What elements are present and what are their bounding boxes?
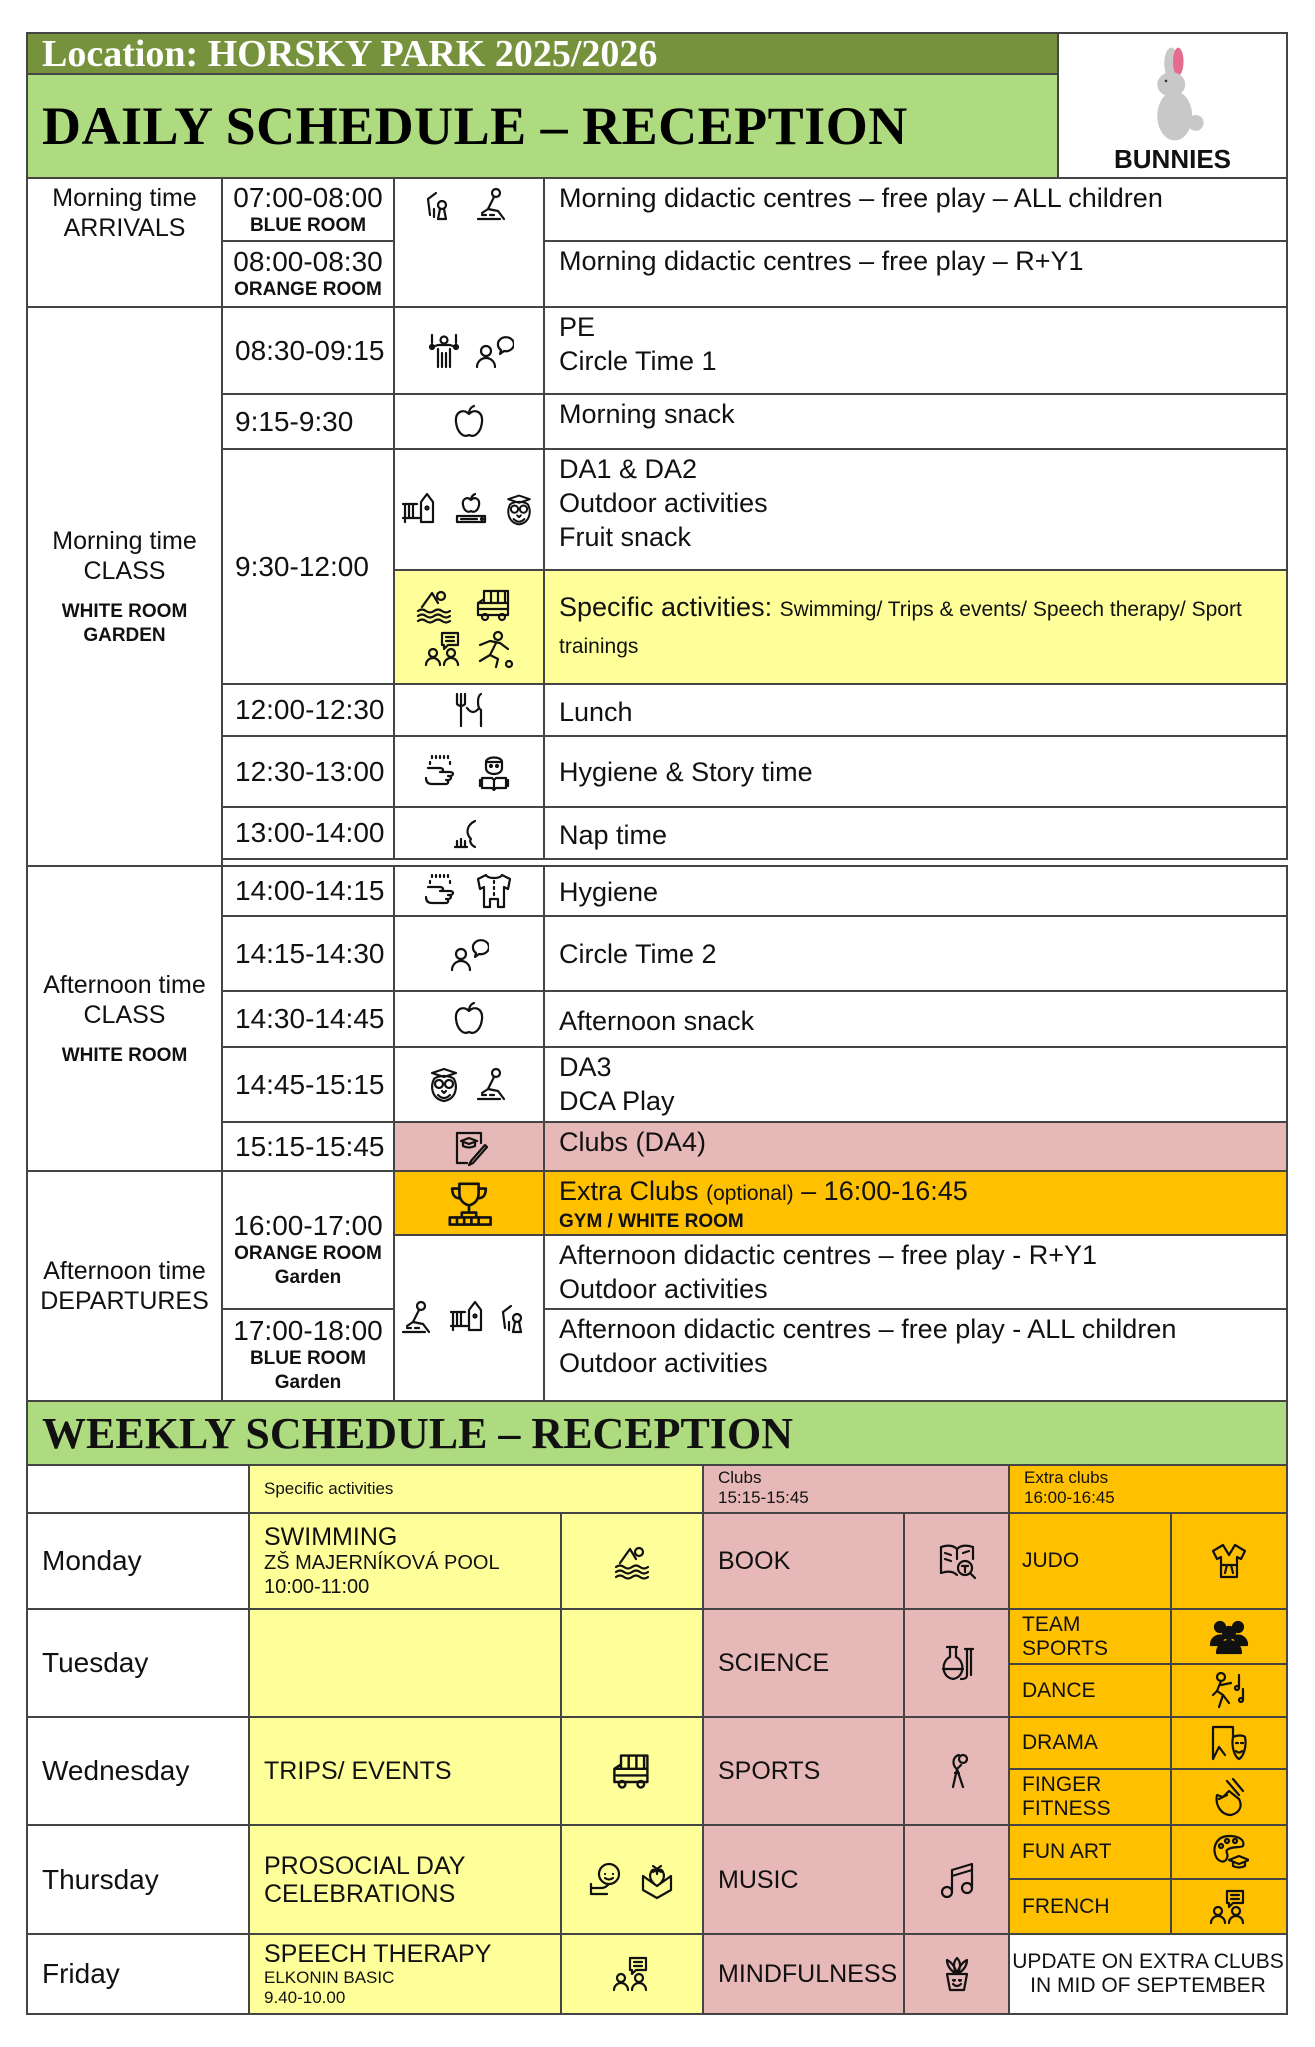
weekly-club — [702, 1824, 905, 1935]
book-search-icon — [937, 1541, 977, 1581]
header-time: 16:00-16:45 — [1024, 1488, 1115, 1507]
activity-text-2: DCA Play — [559, 1086, 675, 1116]
time-text: 15:15-15:45 — [235, 1130, 385, 1162]
activity-text: Afternoon didactic centres – free play - R+Y1 — [559, 1240, 1098, 1270]
weekly-club-icon — [903, 1512, 1010, 1610]
bus-icon — [602, 1749, 662, 1793]
weekly-extra — [1008, 1512, 1172, 1610]
room-text: ORANGE ROOM — [234, 279, 382, 300]
time-text: 14:30-14:45 — [235, 1003, 385, 1034]
weekly-extra — [1008, 1663, 1172, 1718]
activity-text: Morning didactic centres – free play – R+Y1 — [559, 246, 1084, 276]
club-name: BOOK — [718, 1547, 791, 1575]
time-text: 9:30-12:00 — [235, 550, 369, 582]
swimming-icon — [612, 1541, 652, 1581]
time-cell — [221, 683, 395, 737]
page-title — [26, 73, 1059, 179]
club-name: MINDFULNESS — [718, 1960, 898, 1988]
section-label: Morning time — [52, 526, 197, 555]
group-logo — [1057, 32, 1288, 179]
apple-icon — [449, 999, 489, 1039]
time-cell — [221, 865, 395, 917]
sleep-icon — [449, 813, 489, 853]
club-name: SCIENCE — [718, 1649, 830, 1677]
icon-cell — [393, 865, 545, 917]
time-text: 08:00-08:30 — [233, 246, 383, 277]
finger-heart-icon — [1209, 1777, 1249, 1817]
section-label: Morning time — [52, 184, 197, 212]
day-label: Wednesday — [42, 1755, 190, 1786]
speech-therapy-icon — [612, 1954, 652, 1994]
activity-cell — [543, 990, 1288, 1048]
owl-icon — [424, 1065, 464, 1105]
handwashing-icon — [424, 752, 464, 792]
weekly-club-icon — [903, 1608, 1010, 1718]
activity-cell — [543, 177, 1288, 242]
activity-cell — [543, 240, 1288, 308]
header-text: Clubs — [718, 1468, 762, 1487]
team-icon — [1209, 1617, 1249, 1657]
free-play-icon — [424, 185, 464, 225]
specific-time: 10:00-11:00 — [264, 1576, 370, 1598]
specific-subtitle: ELKONIN BASIC — [264, 1968, 395, 1987]
apple-icon — [449, 402, 489, 442]
free-play-icon — [499, 1298, 539, 1338]
weekly-specific-icon — [560, 1512, 704, 1610]
weekly-specific — [248, 1716, 562, 1826]
weekly-header-specific — [248, 1464, 704, 1514]
activity-text: Morning snack — [559, 399, 735, 429]
section-morning-class — [26, 306, 223, 867]
activity-text: Clubs (DA4) — [559, 1127, 707, 1157]
header-text: Specific activities — [264, 1479, 394, 1498]
dance-icon — [1209, 1671, 1249, 1711]
activity-text: Nap time — [559, 820, 668, 850]
club-name: MUSIC — [718, 1865, 799, 1894]
activity-text-2: Circle Time 1 — [559, 346, 717, 376]
activity-cell — [543, 1234, 1288, 1310]
extra-name: FINGER — [1022, 1773, 1102, 1796]
extra-clubs-label: Extra Clubs — [559, 1176, 699, 1206]
time-cell — [221, 448, 395, 685]
time-cell — [221, 306, 395, 395]
time-text: 14:45-15:15 — [235, 1068, 385, 1100]
specific-title: TRIPS/ EVENTS — [264, 1757, 452, 1785]
activity-cell — [543, 683, 1288, 737]
weekly-extra-icon — [1170, 1768, 1288, 1826]
icon-cell-specific — [393, 569, 545, 685]
extra-name: JUDO — [1022, 1549, 1080, 1572]
icon-cell — [393, 306, 545, 395]
handwashing-icon — [424, 871, 464, 911]
weekly-extra — [1008, 1824, 1172, 1880]
time-text: 07:00-08:00 — [233, 181, 383, 213]
time-cell — [221, 1170, 395, 1310]
stretching-icon — [937, 1741, 977, 1801]
extra-name: DRAMA — [1022, 1731, 1098, 1754]
icon-cell-extra-clubs — [393, 1170, 545, 1236]
building-blocks-icon — [474, 1065, 514, 1105]
weekly-extra — [1008, 1716, 1172, 1770]
section-morning-arrivals — [26, 177, 223, 308]
weekly-club — [702, 1608, 905, 1718]
icon-cell — [393, 806, 545, 860]
room-text: BLUE ROOM — [249, 214, 367, 236]
location-text: Location: HORSKY PARK 2025/2026 — [42, 33, 658, 75]
specific-location: ZŠ MAJERNÍKOVÁ POOL — [264, 1552, 500, 1574]
cutlery-icon — [449, 690, 489, 730]
note-text: UPDATE ON EXTRA CLUBS — [1012, 1950, 1284, 1973]
activity-cell-extra-clubs — [543, 1170, 1288, 1236]
activity-cell — [543, 865, 1288, 917]
activity-text: Afternoon snack — [559, 1006, 755, 1036]
extra-clubs-optional: (optional) — [706, 1182, 794, 1205]
activity-text: Morning didactic centres – free play – ALL children — [559, 183, 1163, 213]
activity-text: PE — [559, 312, 596, 342]
weekly-extra-icon — [1170, 1608, 1288, 1665]
activity-cell — [543, 735, 1288, 808]
time-cell — [221, 177, 395, 242]
icon-cell — [393, 915, 545, 992]
activity-text: Lunch — [559, 697, 633, 727]
section-room: WHITE ROOM — [61, 1044, 188, 1066]
bus-icon — [464, 585, 524, 625]
activity-text: Circle Time 2 — [559, 939, 717, 969]
activity-cell — [543, 1046, 1288, 1123]
speech-therapy-icon — [424, 629, 464, 669]
weekly-title — [26, 1400, 1288, 1466]
building-blocks-icon — [399, 1298, 439, 1338]
icon-cell — [393, 1234, 545, 1402]
icon-cell — [393, 683, 545, 737]
time-text: 17:00-18:00 — [233, 1315, 383, 1346]
trophy-icon — [445, 1179, 493, 1227]
time-text: 9:15-9:30 — [235, 405, 354, 437]
time-cell — [221, 915, 395, 992]
icon-cell — [393, 1046, 545, 1123]
extra-name: DANCE — [1022, 1678, 1096, 1702]
day-label: Tuesday — [42, 1647, 149, 1678]
activity-cell-specific — [543, 569, 1288, 685]
note-text-2: IN MID OF SEPTEMBER — [1030, 1974, 1266, 1997]
extra-clubs-room: GYM / WHITE ROOM — [559, 1211, 744, 1232]
activity-label: Specific activities: — [559, 592, 773, 622]
activity-text: DA1 & DA2 — [559, 454, 698, 484]
playground-icon — [449, 1298, 489, 1338]
icon-cell — [393, 990, 545, 1048]
activity-text: Hygiene & Story time — [559, 757, 813, 787]
time-cell — [221, 806, 395, 860]
speech-therapy-icon — [1209, 1887, 1249, 1927]
day-label: Thursday — [42, 1863, 159, 1895]
time-text: 13:00-14:00 — [235, 817, 385, 848]
location-banner — [26, 32, 1059, 75]
time-text: 16:00-17:00 — [233, 1210, 383, 1241]
section-room — [62, 600, 188, 648]
weekly-specific-icon — [560, 1608, 704, 1718]
weekly-specific — [248, 1512, 562, 1610]
room-name-2: GARDEN — [83, 624, 166, 646]
club-name: SPORTS — [718, 1757, 821, 1785]
palette-icon — [1209, 1832, 1249, 1872]
weekly-club — [702, 1716, 905, 1826]
circle-time-icon — [449, 934, 489, 974]
extra-name: FUN ART — [1022, 1840, 1112, 1863]
day-label: Monday — [42, 1545, 142, 1576]
room-name: WHITE ROOM — [61, 600, 188, 622]
activity-cell — [543, 393, 1288, 450]
activity-detail: Swimming/ Trips & events/ Speech therapy/ Sport trainings — [559, 598, 1242, 658]
school-desk-icon — [451, 490, 491, 530]
icon-cell — [393, 448, 545, 571]
weekly-day-wednesday — [26, 1716, 250, 1826]
time-text: 12:00-12:30 — [235, 694, 385, 725]
weekly-extra-icon — [1170, 1878, 1288, 1935]
flask-icon — [937, 1643, 977, 1683]
weekly-day-monday — [26, 1512, 250, 1610]
specific-title: SPEECH THERAPY — [264, 1940, 492, 1968]
section-label: Afternoon time — [43, 970, 206, 999]
weekly-header-clubs — [702, 1464, 1010, 1514]
weekly-header-blank — [26, 1464, 250, 1514]
art-education-icon — [449, 1127, 489, 1167]
playground-icon — [401, 490, 441, 530]
time-text: 12:30-13:00 — [235, 755, 385, 787]
weekly-specific — [248, 1933, 562, 2015]
section-label-2: ARRIVALS — [63, 214, 186, 242]
weekly-club-icon — [903, 1824, 1010, 1935]
specific-title: PROSOCIAL DAY — [264, 1851, 466, 1880]
icon-cell-clubs — [393, 1121, 545, 1172]
activity-text-3: Fruit snack — [559, 522, 692, 552]
weekly-extra — [1008, 1878, 1172, 1935]
activity-text-2: Outdoor activities — [559, 1274, 768, 1304]
extra-name-2: SPORTS — [1022, 1636, 1108, 1660]
section-label: Afternoon time — [43, 1257, 206, 1285]
extra-name: FRENCH — [1022, 1894, 1110, 1918]
judo-gi-icon — [1209, 1541, 1249, 1581]
activity-cell-clubs — [543, 1121, 1288, 1172]
room-text-2: Garden — [274, 1372, 342, 1393]
weekly-title-text: WEEKLY SCHEDULE – RECEPTION — [42, 1408, 794, 1458]
time-text: 14:15-14:30 — [235, 937, 385, 969]
weekly-specific — [248, 1824, 562, 1935]
theatre-masks-icon — [1209, 1723, 1249, 1763]
section-afternoon-class — [26, 865, 223, 1172]
activity-cell — [543, 806, 1288, 860]
activity-text: DA3 — [559, 1052, 612, 1082]
activity-cell — [543, 915, 1288, 992]
weekly-extra — [1008, 1768, 1172, 1826]
activity-text-2: Outdoor activities — [559, 1348, 768, 1378]
specific-time: 9.40-10.00 — [264, 1988, 346, 2007]
time-text: 08:30-09:15 — [235, 334, 385, 366]
specific-title-2: CELEBRATIONS — [264, 1879, 456, 1908]
icon-cell — [393, 735, 545, 808]
section-label-2: CLASS — [83, 556, 166, 585]
weekly-header-extra — [1008, 1464, 1288, 1514]
activity-text-2: Outdoor activities — [559, 488, 768, 518]
activity-cell — [543, 306, 1288, 395]
care-icon — [587, 1860, 627, 1900]
weekly-specific-icon — [560, 1933, 704, 2015]
extra-clubs-update-note — [1008, 1933, 1288, 2015]
time-cell — [221, 393, 395, 450]
weekly-club-icon — [903, 1716, 1010, 1826]
extra-clubs-time: – 16:00-16:45 — [801, 1176, 968, 1206]
icon-cell — [393, 393, 545, 450]
day-label: Friday — [42, 1958, 120, 1989]
weekly-extra-icon — [1170, 1663, 1288, 1718]
room-text-2: Garden — [274, 1267, 342, 1288]
weekly-extra-icon — [1170, 1512, 1288, 1610]
group-name: BUNNIES — [1113, 144, 1231, 174]
activity-text: Afternoon didactic centres – free play - ALL children — [559, 1314, 1177, 1344]
weekly-club — [702, 1933, 905, 2015]
weekly-extra — [1008, 1608, 1172, 1665]
building-blocks-icon — [474, 185, 514, 225]
weekly-specific — [248, 1608, 562, 1718]
header-time: 15:15-15:45 — [718, 1488, 809, 1507]
reading-child-icon — [474, 752, 514, 792]
onesie-icon — [474, 871, 514, 911]
time-cell — [221, 735, 395, 808]
extra-name: TEAM — [1022, 1612, 1081, 1636]
section-label-2: DEPARTURES — [40, 1287, 209, 1315]
time-text: 14:00-14:15 — [235, 875, 385, 906]
smiling-plant-icon — [937, 1954, 977, 1994]
time-cell — [221, 1121, 395, 1172]
extra-name-2: FITNESS — [1022, 1797, 1111, 1820]
activity-cell — [543, 448, 1288, 571]
section-afternoon-departures — [26, 1170, 223, 1402]
time-cell — [221, 240, 395, 308]
time-cell — [221, 990, 395, 1048]
time-cell — [221, 1308, 395, 1402]
swimming-icon — [414, 585, 454, 625]
section-label-2: CLASS — [83, 1000, 166, 1029]
gymnastics-rings-icon — [424, 331, 464, 371]
weekly-specific-icon — [560, 1824, 704, 1935]
activity-cell — [543, 1308, 1288, 1402]
icon-cell — [393, 177, 545, 308]
weekly-day-thursday — [26, 1824, 250, 1935]
specific-title: SWIMMING — [264, 1523, 398, 1551]
page-title-text: DAILY SCHEDULE – RECEPTION — [42, 96, 908, 156]
room-text: ORANGE ROOM — [234, 1243, 382, 1264]
running-icon — [474, 629, 514, 669]
weekly-extra-icon — [1170, 1716, 1288, 1770]
header-text: Extra clubs — [1024, 1468, 1109, 1487]
weekly-day-tuesday — [26, 1608, 250, 1718]
weekly-extra-icon — [1170, 1824, 1288, 1880]
time-cell — [221, 1046, 395, 1123]
room-text: BLUE ROOM — [249, 1348, 367, 1369]
gift-heart-icon — [637, 1860, 677, 1900]
weekly-specific-icon — [560, 1716, 704, 1826]
owl-icon — [501, 492, 537, 528]
activity-text: Hygiene — [559, 877, 659, 907]
weekly-club — [702, 1512, 905, 1610]
bunny-icon — [1138, 44, 1208, 144]
weekly-club-icon — [903, 1933, 1010, 2015]
circle-time-icon — [474, 331, 514, 371]
music-note-icon — [937, 1860, 977, 1900]
weekly-day-friday — [26, 1933, 250, 2015]
